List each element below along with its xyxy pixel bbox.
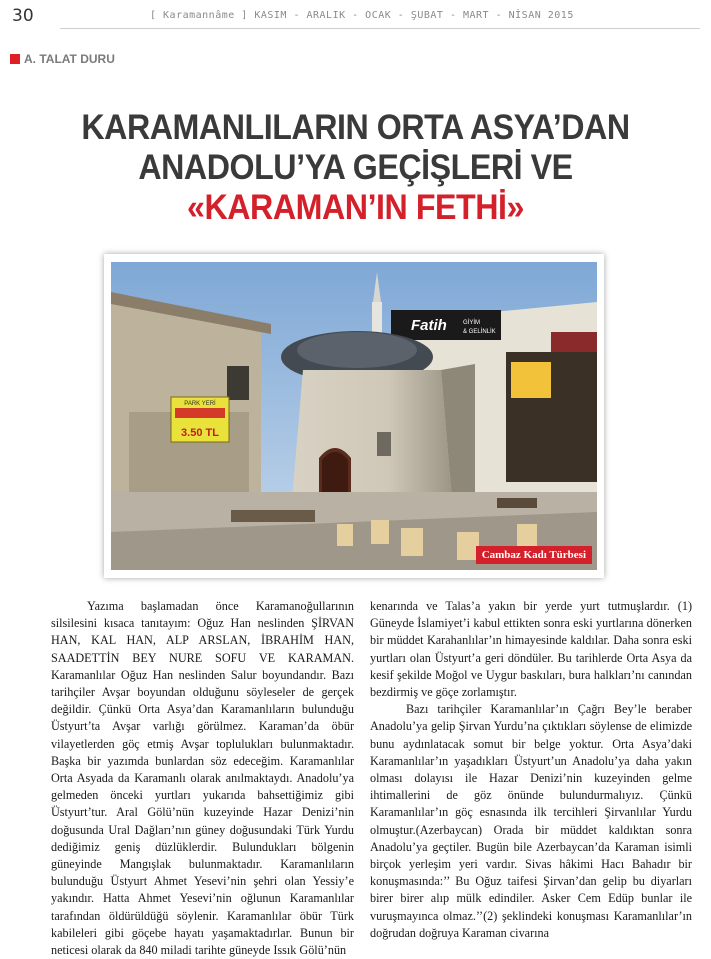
- photo-caption: Cambaz Kadı Türbesi: [476, 546, 592, 564]
- header-rule: [60, 28, 700, 29]
- running-head: [ Karamannâme ] KASIM - ARALIK - OCAK - ŞUBAT - MART - NİSAN 2015: [150, 10, 574, 21]
- paragraph: kenarında ve Talas’a yakın bir yerde yurt tutmuşlardır. (1) Güneyde İslamiyet’i kabul ettikten sonra eski yurtlarına dönerken bir müddet Karahanlılar’ın himayesinde kaldılar. Daha sonra eski yurtları olan Üstyurt’a geri döndüler. Bu tarihlerde Orta Asya da kesif şekilde Moğol ve Uygur baskıları, bura halkları’nı canından bezdirmiş ve göçe zorlamıştır.: [370, 599, 692, 700]
- photo-frame: [104, 254, 604, 578]
- title-line-2: ANADOLU’YA GEÇİŞLERİ VE: [138, 148, 573, 187]
- title-line-3: «KARAMAN’IN FETHİ»: [186, 188, 524, 227]
- sign-price: 3.50 TL: [181, 427, 219, 439]
- paragraph: Bazı tarihçiler Karamanlılar’ın Çağrı Bey’le beraber Anadolu’ya gelip Şirvan Yurdu’na çıktıkları söylense de elimizde bunu aydınlatacak somut bir belge yoktur. Orta Asya’daki Karamanlılar’ın yaşadıkları Üstyurt’un Anadolu’ya daha yakın olması dolayısı ile Hazar Denizi’nin kuzeyinden gelme ihtimallerini de göz önünde bulundurmalıyız. Çünkü Karamanlılar’ın göç esnasında ilk tercihleri Şirvanlılar Yurdu olmuştur.(Azerbaycan) Orada bir müddet kaldıktan sonra Anadolu’ya geçtiler. Bugün bile Azerbaycan’da Karaman isimli birçok yerleşim yeri vardır. Sivas hâkimi Hacı Bahadır bir konuşmasında:’’ Bu Oğuz taifesi Şirvan’dan gelip bu diyarları birer birer alıp mülk edindiler. Asker Cem Edüp bunlar ile vuruşmayınca olmaz.’’(2) şeklindeki konuşması Karamanlılar’ın doğrudan doğruya Karaman civarına: [370, 702, 692, 940]
- author-byline: [10, 52, 115, 66]
- tomb-photo: [111, 262, 597, 570]
- sign-fatih-sub2: & GELİNLİK: [463, 329, 496, 335]
- body-column-left: [51, 598, 354, 959]
- sign-fatih-sub1: GİYİM: [463, 320, 481, 326]
- tomb-photo-illustration: [111, 262, 597, 570]
- sign-park: PARK YERİ: [184, 401, 216, 407]
- paragraph: Yazıma başlamadan önce Karamanoğullarının silsilesini kısaca tanıtayım: Oğuz Han neslinden ŞİRVAN HAN, KAL HAN, ALP ARSLAN, İBRAHİM HAN, SAADETTİN BEY NURE SOFU VE KARAMAN. Karamanlılar Oğuz Han neslinden Salur boyundandır. Bazı tarihçiler Avşar boyundan olduğunu söyleseler de gerçek değildir. Çünkü Orta Asya’dan Karamanlıların bulunduğu Üstyurt’ta Avşar varlığı görülmez. Karaman’da öbür vilayetlerden göç etmiş Avşar toplulukları bulunmaktadır. Başka bir yazımda bunlardan söz edeceğim. Karamanlılar Orta Asyada da Karamanlı olarak anılmaktaydı. Anadolu’ya gelmeden önceki yurtları yukarıda bahsettiğimiz gibi Üstyurt’tur. Aral Gölü’nün kuzeyinde Hazar Denizi’nin doğusunda Ural Dağları’nın güney doğusundaki Türk Yurdu dediğimiz geniş düzlüklerdir. Bulundukları bölgenin güneyinde Mangışlak bulunmaktadır. Karamanlıların bulunduğu Üstyurt Ahmet Yesevi’nin şehri olan Yessiy’e yakındır. Hatta Ahmet Yesevi’nin oğlunun Karamanlılar tarafından öldürüldüğü söylenir. Karamanlılar öbür Türk kabileleri gibi göçebe hayatı yaşamaktadırlar. Bunun bir neticesi olarak da 840 miladi tarihte güneyde Issık Gölü’nün: [51, 599, 354, 958]
- sign-fatih: Fatih: [411, 317, 447, 334]
- article-title: [65, 108, 646, 228]
- body-column-right: [370, 598, 692, 942]
- red-square-icon: [10, 54, 20, 64]
- title-line-1: KARAMANLILARIN ORTA ASYA’DAN: [81, 108, 630, 147]
- author-name: A. TALAT DURU: [24, 52, 115, 66]
- page-header: [0, 0, 711, 34]
- page-number: 30: [12, 6, 34, 26]
